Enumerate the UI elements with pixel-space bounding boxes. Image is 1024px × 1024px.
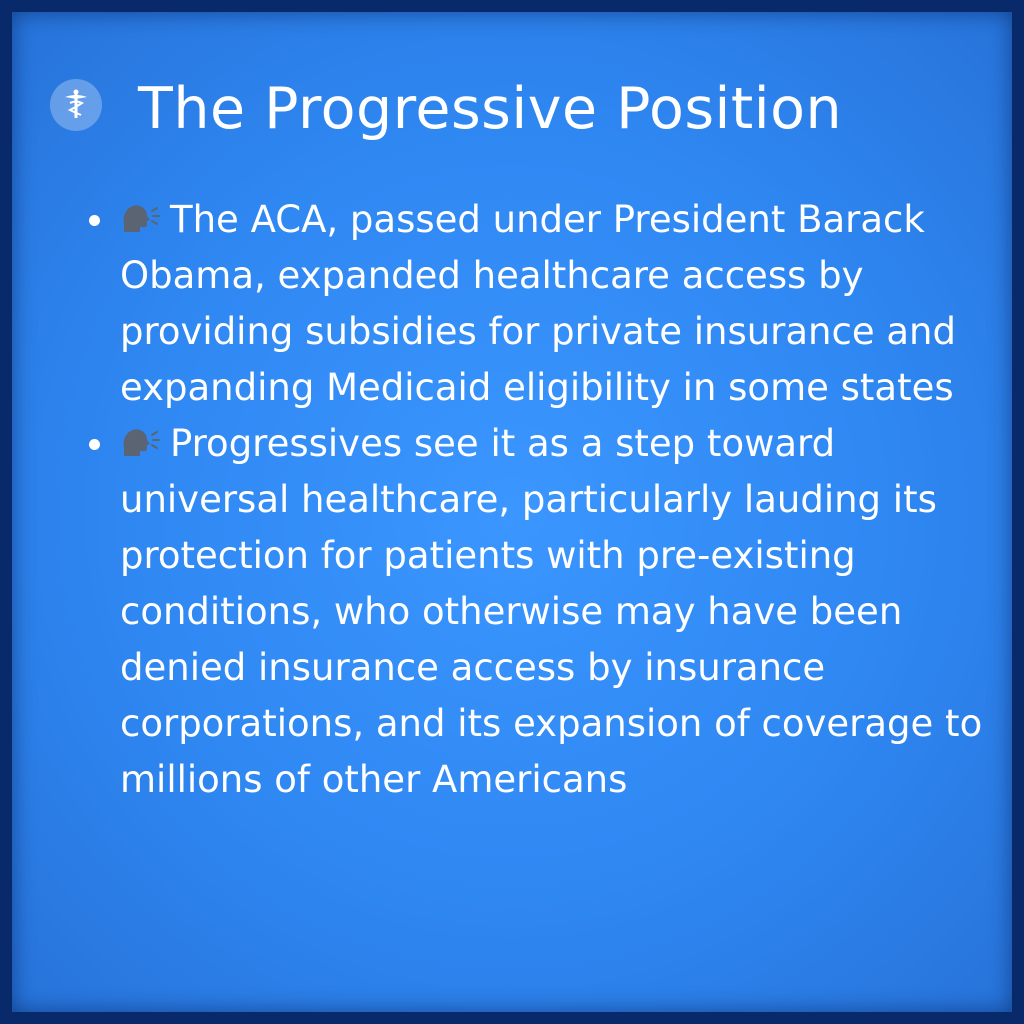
speaking-head-icon: [120, 426, 162, 460]
list-item: [120, 192, 990, 416]
list-item: [120, 416, 990, 808]
bullet-text: Progressives see it as a step toward universal healthcare, particularly lauding its protection for patients with pre-existing conditions, who otherwise may have been denied insurance access by insurance corporations, and its expansion of coverage to millions of other Americans: [120, 422, 983, 801]
bullet-list: [120, 192, 990, 808]
caduceus-logo-icon: [50, 79, 102, 131]
bullet-dot: [89, 439, 100, 450]
bullet-dot: [89, 215, 100, 226]
speaking-head-icon: [120, 202, 162, 236]
page-title: The Progressive Position: [138, 76, 843, 142]
bullet-text: The ACA, passed under President Barack Obama, expanded healthcare access by providing subsidies for private insurance and expanding Medicaid eligibility in some states: [120, 198, 956, 409]
